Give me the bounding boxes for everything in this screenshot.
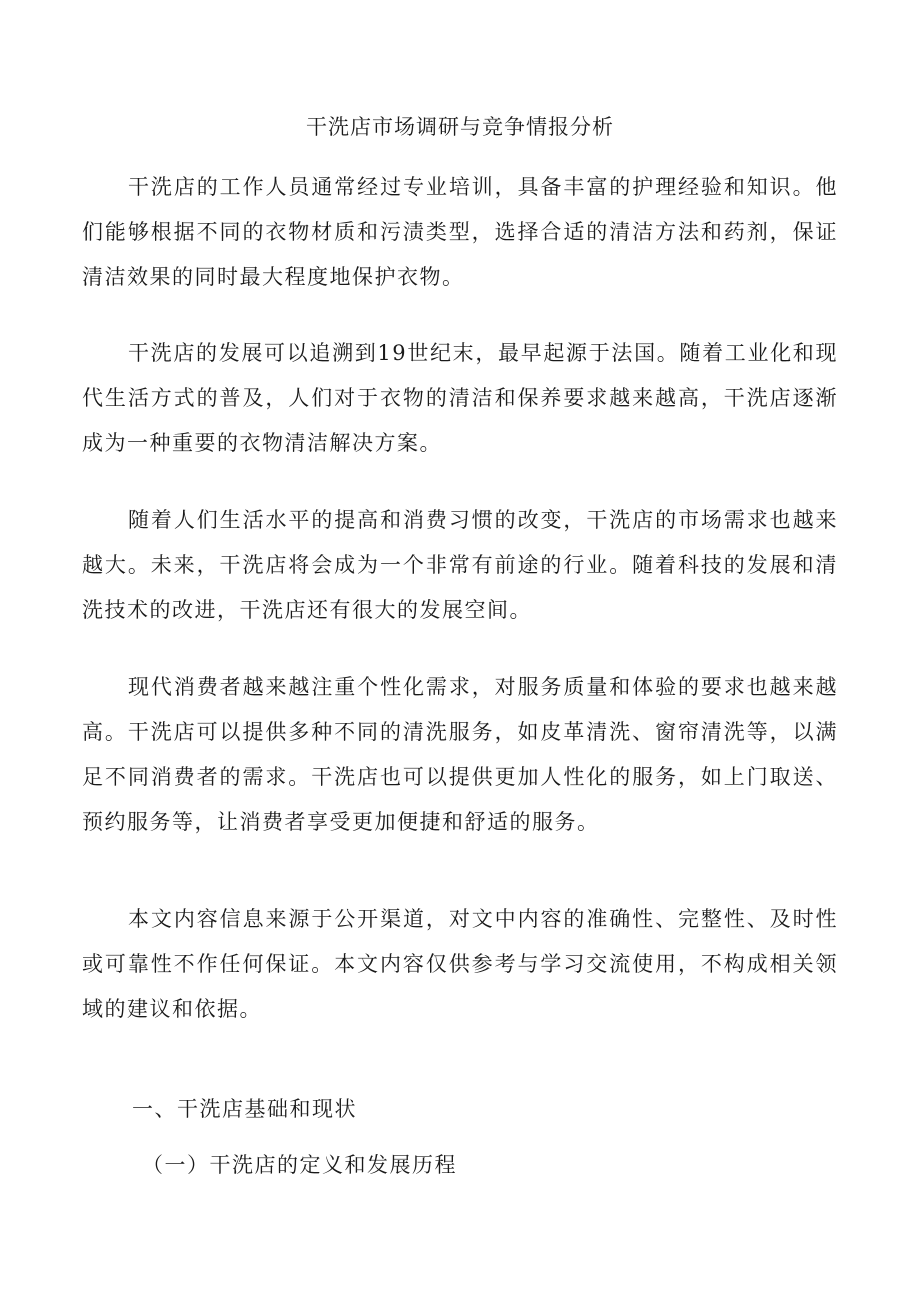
paragraph-market-demand: 随着人们生活水平的提高和消费习惯的改变，干洗店的市场需求也越来越大。未来，干洗店将会成为一个非常有前途的行业。随着科技的发展和清洗技术的改进，干洗店还有很大的发展空间。 (82, 508, 838, 622)
subsection-heading: （一）干洗店的定义和发展历程 (142, 1153, 457, 1177)
paragraph-consumer-needs: 现代消费者越来越注重个性化需求，对服务质量和体验的要求也越来越高。干洗店可以提供多种不同的清洗服务，如皮革清洗、窗帘清洗等，以满足不同消费者的需求。干洗店也可以提供更加人性化的服务，如上门取送、预约服务等，让消费者享受更加便捷和舒适的服务。 (82, 675, 838, 834)
paragraph-disclaimer: 本文内容信息来源于公开渠道，对文中内容的准确性、完整性、及时性或可靠性不作任何保证。本文内容仅供参考与学习交流使用，不构成相关领域的建议和依据。 (82, 907, 838, 1021)
paragraph-history: 干洗店的发展可以追溯到19世纪末，最早起源于法国。随着工业化和现代生活方式的普及，人们对于衣物的清洁和保养要求越来越高，干洗店逐渐成为一种重要的衣物清洁解决方案。 (82, 341, 838, 455)
document-title: 干洗店市场调研与竞争情报分析 (306, 115, 614, 139)
section-heading: 一、干洗店基础和现状 (132, 1097, 357, 1121)
paragraph-staff-training: 干洗店的工作人员通常经过专业培训，具备丰富的护理经验和知识。他们能够根据不同的衣物材质和污渍类型，选择合适的清洁方法和药剂，保证清洁效果的同时最大程度地保护衣物。 (82, 175, 838, 289)
